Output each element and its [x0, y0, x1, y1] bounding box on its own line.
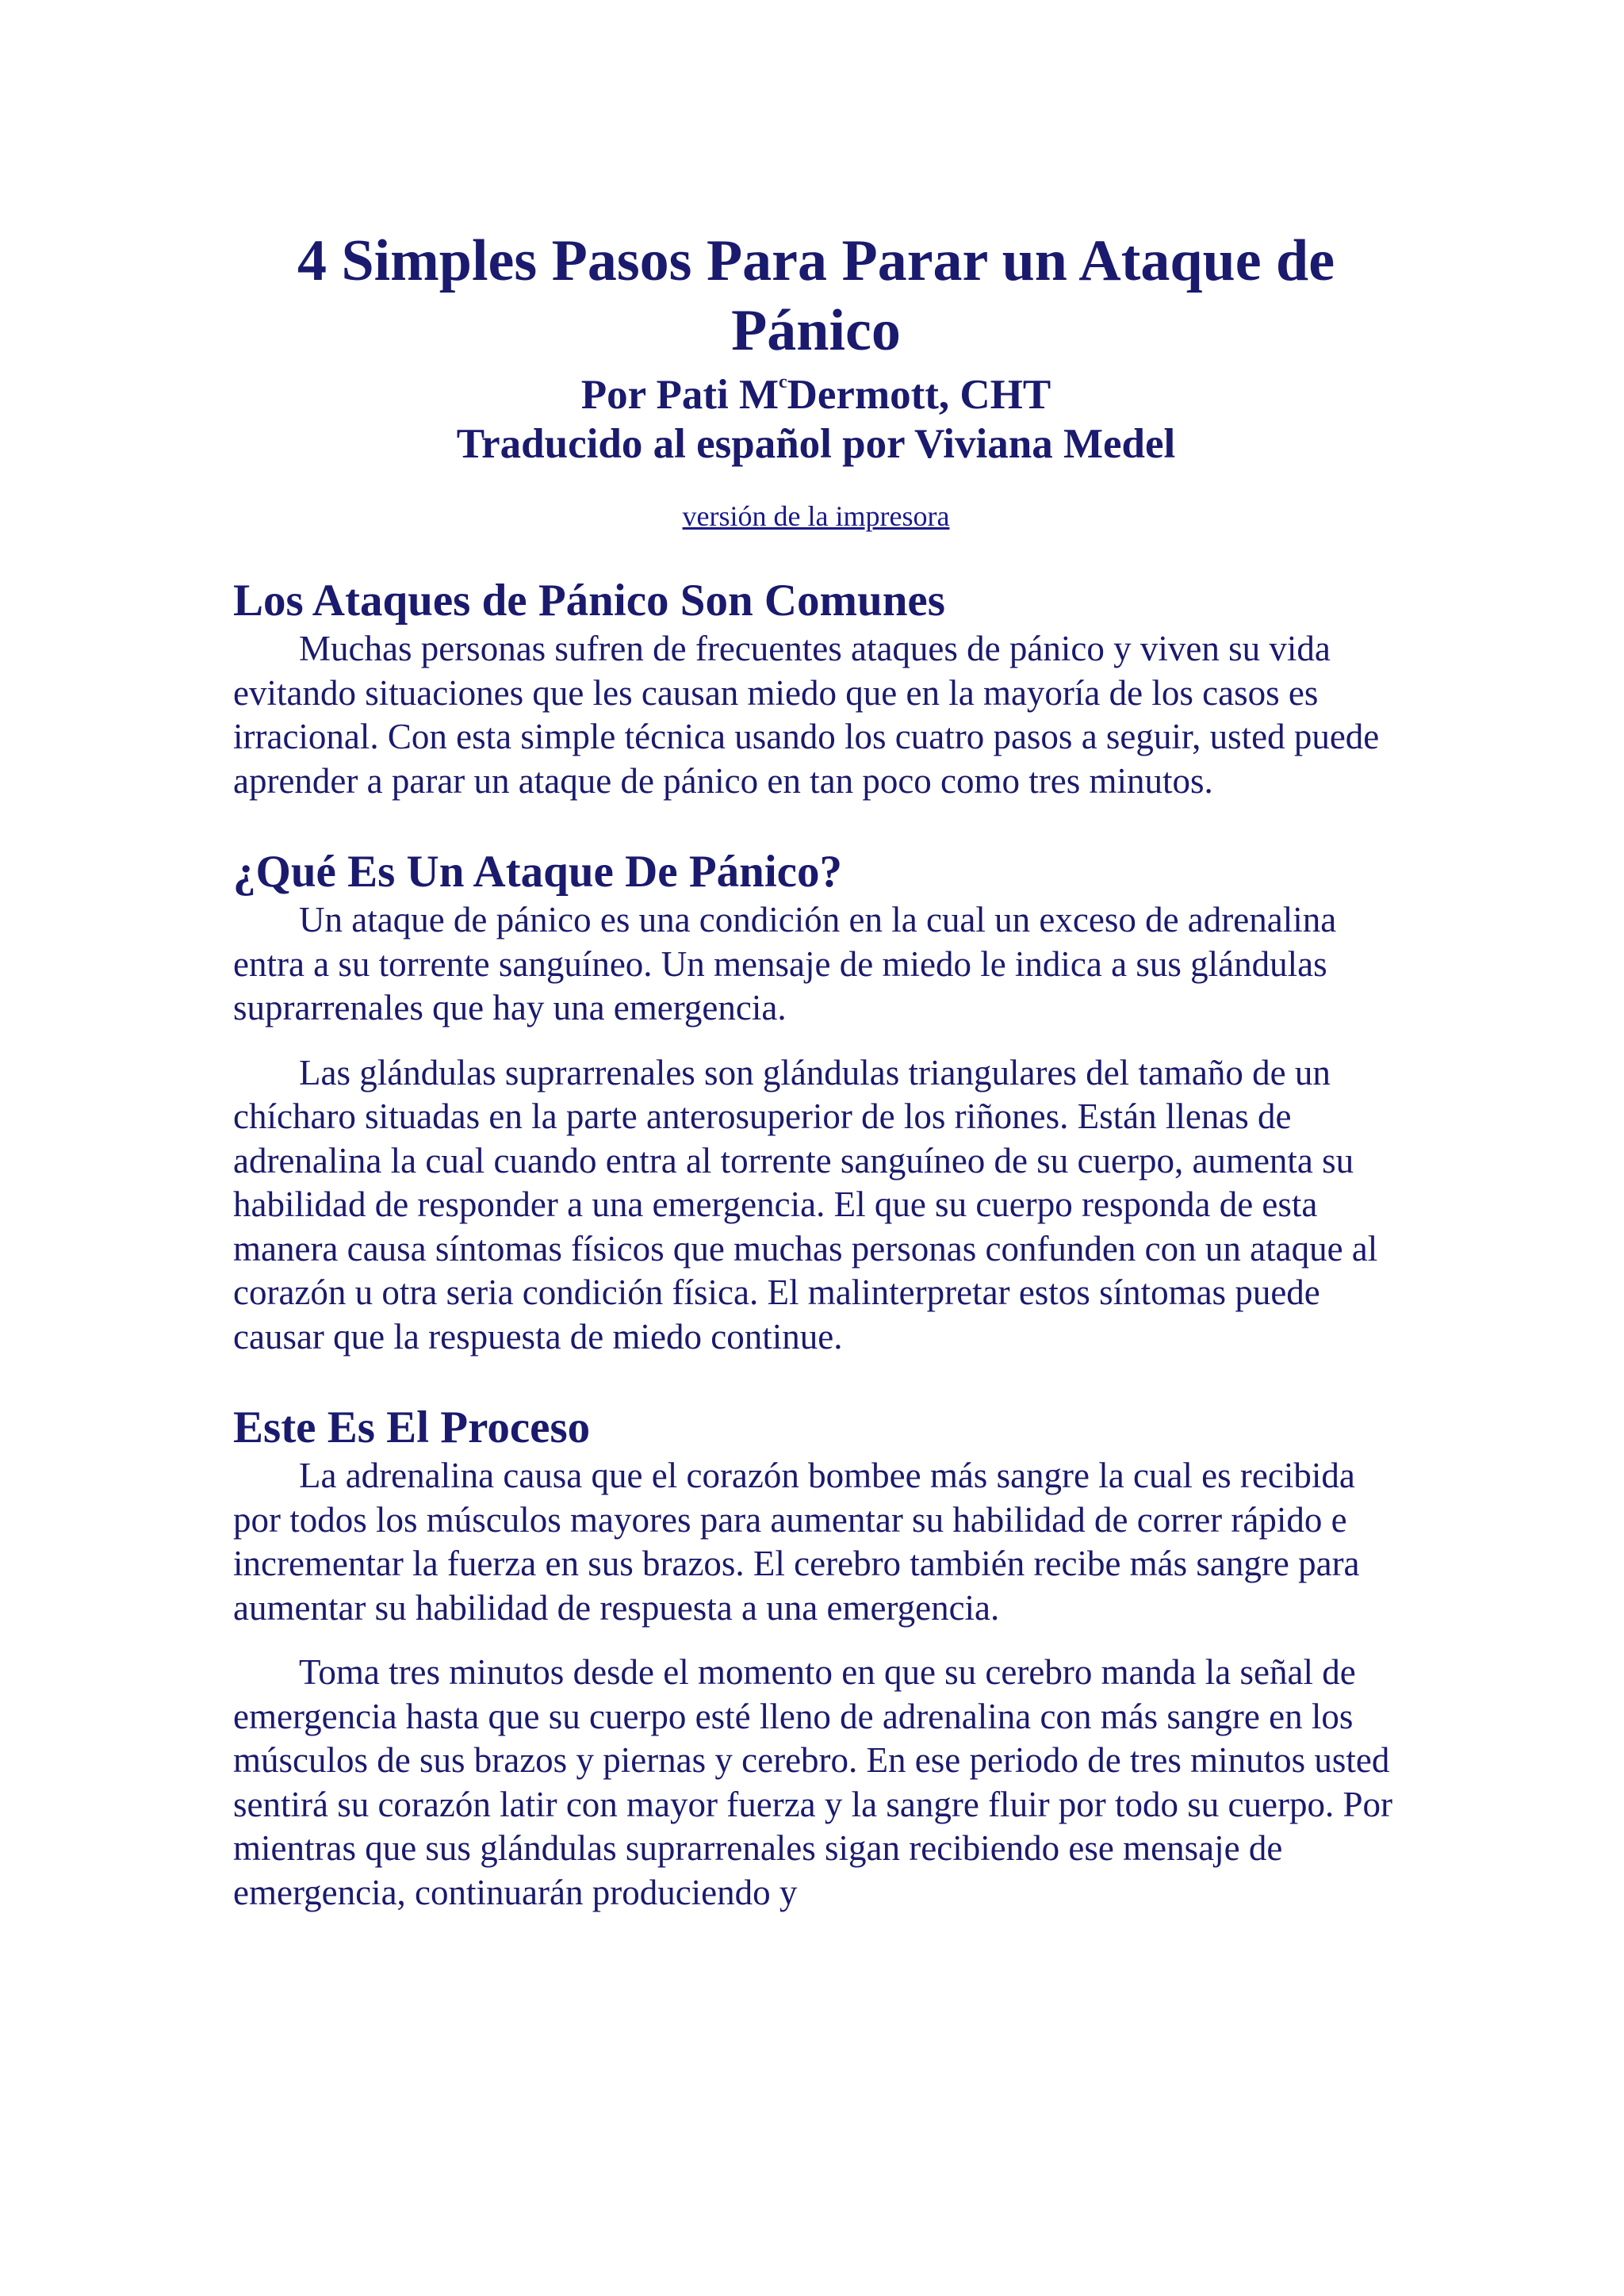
section-heading-what-is: ¿Qué Es Un Ataque De Pánico?	[233, 847, 842, 897]
section-heading-process: Este Es El Proceso	[233, 1402, 591, 1452]
translator-line: Traducido al español por Viviana Medel	[456, 421, 1176, 467]
author-suffix: Dermott, CHT	[787, 372, 1051, 418]
author-prefix: Por Pati M	[580, 372, 779, 418]
section-paragraph: Las glándulas suprarrenales son glándulas triangulares del tamaño de un chícharo situadas en la parte anterosuperior de los riñones. Están llenas de adrenalina la cual cuando entra al torrente sanguíneo de su cuerpo, aumenta su habilidad de responder a una emergencia. El que su cuerpo responda de esta manera causa síntomas físicos que muchas personas confunden con un ataque al corazón u otra seria condición física. El malinterpretar estos síntomas puede causar que la respuesta de miedo continue.	[233, 1052, 1378, 1357]
document-title: 4 Simples Pasos Para Parar un Ataque de Pánico	[297, 228, 1335, 363]
section-heading-common: Los Ataques de Pánico Son Comunes	[233, 576, 945, 626]
section-paragraph: Un ataque de pánico es una condición en la cual un exceso de adrenalina entra a su torrente sanguíneo. Un mensaje de miedo le indica a sus glándulas suprarrenales que hay una emergencia.	[233, 900, 1337, 1027]
section-paragraph: Muchas personas sufren de frecuentes ataques de pánico y viven su vida evitando situaciones que les causan miedo que en la mayoría de los casos es irracional. Con esta simple técnica usando los cuatro pasos a seguir, usted puede aprender a parar un ataque de pánico en tan poco como tres minutos.	[233, 629, 1380, 801]
author-superscript: c	[778, 372, 787, 392]
author-line	[233, 370, 1399, 419]
document-page	[233, 226, 1399, 1915]
printer-version-link[interactable]: versión de la impresora	[682, 500, 950, 532]
section-paragraph: Toma tres minutos desde el momento en que su cerebro manda la señal de emergencia hasta que su cuerpo esté lleno de adrenalina con más sangre en los músculos de sus brazos y piernas y cerebro. En ese periodo de tres minutos usted sentirá su corazón latir con mayor fuerza y la sangre fluir por todo su cuerpo. Por mientras que sus glándulas suprarrenales sigan recibiendo ese mensaje de emergencia, continuarán produciendo y	[233, 1652, 1392, 1912]
section-paragraph: La adrenalina causa que el corazón bombee más sangre la cual es recibida por todos los músculos mayores para aumentar su habilidad de correr rápido e incrementar la fuerza en sus brazos. El cerebro también recibe más sangre para aumentar su habilidad de respuesta a una emergencia.	[233, 1456, 1360, 1628]
